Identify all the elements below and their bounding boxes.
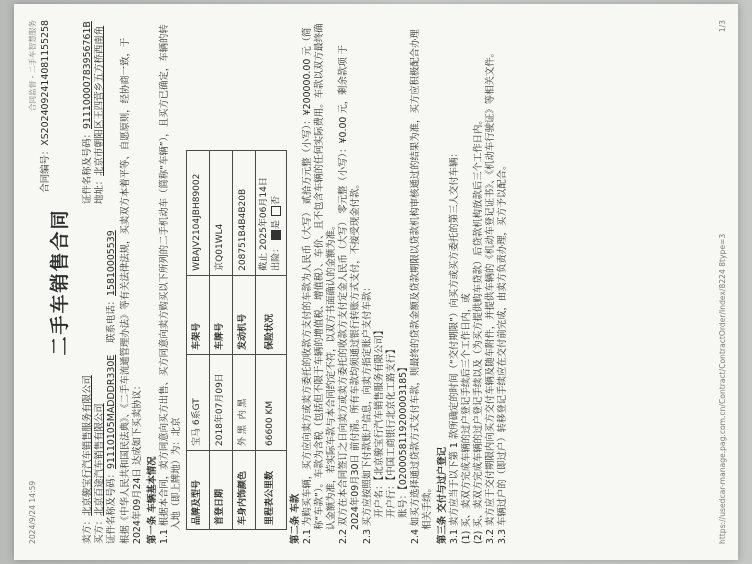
- article-3-title: 第三条 交付与过户登记: [437, 446, 449, 544]
- value-plate: 京Q01WL4: [210, 151, 233, 276]
- footer-url: https://usedcar-manage.pag.com.cn/Contract/ContractOrder/Index/8224 8type=3: [718, 233, 728, 544]
- clause-2-4: 2.4 如买方选择通过贷款方式支付车款，则最终的贷款金额及贷款期限以贷款机构审核通过的结果为准，买方应积极配合办理相关手续。: [410, 29, 434, 544]
- value-brand: 宝马 6系GT: [187, 354, 210, 450]
- accident-no-checkbox: [271, 206, 281, 216]
- seller-cert-line: 证件名称及号码：91110000783956761B: [82, 21, 93, 204]
- clause-3-1: 3.1 卖方应当于以下第 1 款所确定的时间（“交付期限”）向买方或买方委托的第三人交付车辆：: [449, 148, 461, 544]
- value-color: 外 黑 内 黑: [233, 354, 256, 450]
- label-vin: 车架号: [187, 275, 210, 354]
- article-2-title: 第二条 车款: [289, 493, 301, 544]
- contract-title: 二手车销售合同: [49, 208, 71, 356]
- page-footer: [718, 20, 728, 544]
- value-insurance: 截止 2025年06月14日 出险： 是 否: [256, 151, 287, 276]
- seller-address-line: 地址：北京市朝阳区王四营乡五方桥西南角: [94, 25, 106, 204]
- page-number: 1/3: [718, 20, 728, 33]
- contract-number: 合同编号：XS2024092414081155258: [40, 20, 51, 193]
- clause-3-1-2: (2) 买、卖双方完成车辆的过户登记手续以及（为买方提供购车贷款）后贷款机构放款后三个工作日内。: [473, 115, 485, 544]
- buyer-cert-line: 证件名称及号码：91110105MADDDR330E 联系电话：15810005539: [106, 230, 118, 544]
- bank-account-no: 账号：【0200058119200003185】: [398, 362, 410, 518]
- label-plate: 车牌号: [210, 275, 233, 354]
- value-mileage: 66600 KM: [256, 354, 287, 450]
- clause-2-2: 2.2 双方在本合同签订之日向卖方或卖方委托的收款方支付定金人民币（大写） 零元整（小写）：¥0.00 元，剩余款项 于 2024年09月30日 前付清。所有车款均须通过银行转账方式支付，不接受现金付款。: [337, 45, 361, 544]
- clause-3-1-1: (1) 买、卖双方完成车辆的过户登记手续后三个工作日内，或: [461, 293, 473, 544]
- print-source: 合同监督 - 二手车智慧服务: [28, 20, 37, 112]
- value-vin: WBAJV2104JBH89002: [187, 151, 210, 276]
- label-brand: 品牌及型号: [187, 451, 210, 530]
- seller-line: 卖方：北京骏宝行汽车销售服务有限公司: [82, 375, 93, 544]
- article-1-title: 第一条 车辆基本情况: [147, 456, 159, 544]
- label-color: 车身内饰颜色: [233, 451, 256, 530]
- print-timestamp: 2024/9/24 14:59: [28, 480, 37, 544]
- contract-page: [14, 4, 738, 560]
- bank-account-name: 开户名：【北京骏宝行汽车销售服务有限公司】: [374, 325, 385, 518]
- clause-3-3: 3.3 车辆过户的（即过户）转移登记手续应在交付前完成，由卖方负责办理，买方予以配合。: [497, 160, 509, 544]
- label-insurance: 保险状况: [256, 275, 287, 354]
- parties-block: [82, 20, 106, 544]
- preamble: 根据《中华人民共和国民法典》、《二手车流通管理办法》等有关法律法规，买卖双方本着平等、自愿原则，经协商一致，于 2024年09月24日 达成如下买卖协议：: [120, 37, 144, 544]
- vehicle-info-table: [186, 150, 287, 530]
- label-first-reg: 首登日期: [210, 451, 233, 530]
- clause-1-1: 1.1 根据本合同，卖方同意向买方出售、买方同意向卖方购买以下所列的二手机动车（简称“车辆”），且买方已确定，车辆的转入地（即上牌地）为：北京: [159, 24, 183, 544]
- label-engine: 发动机号: [233, 275, 256, 354]
- clause-3-2: 3.2 卖方应于交付期限内向买方交付车辆及随车附件，并提供车辆的《机动车登记证书》、《机动车行驶证》等相关文件。: [485, 47, 497, 544]
- clause-2-3: 2.3 买方应按照如下付款账户信息，向卖方指定账户支付车款：: [361, 282, 373, 544]
- buyer-line: 买方：北京百途汽车销售有限公司: [94, 403, 106, 544]
- page-header: [28, 20, 40, 544]
- clause-2-1: 2.1 为购买车辆，买方应向卖方或卖方委托的收款方支付的车款为人民币（大写） 贰拾万元整（小写）：¥200000.00 元（简称“车款”）。车款为含税（包括但不限于车辆的增值税、增值税）、车价、且不包含车辆的任何实际费用。车款以双方最终确认金额为准，若实际车款与本合同约定不符，以双方书面确认的金额为准。: [301, 23, 337, 544]
- label-mileage: 里程表公里数: [256, 451, 287, 530]
- bank-branch: 开户行：【中国工商银行北京化工路支行】: [386, 344, 398, 518]
- accident-yes-checkbox: [271, 230, 281, 240]
- value-engine: 208751B4B4B20B: [233, 151, 256, 276]
- value-first-reg: 2018年07月09日: [210, 354, 233, 450]
